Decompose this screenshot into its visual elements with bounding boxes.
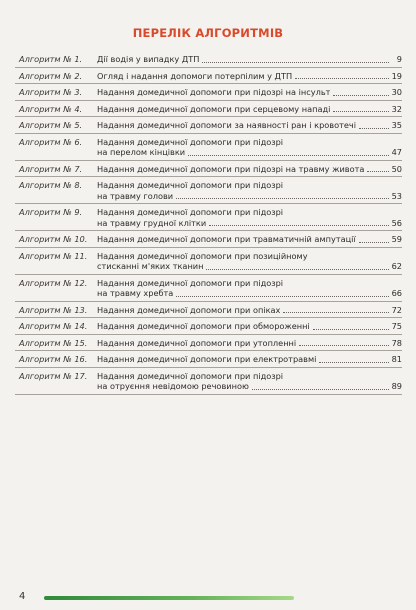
page-title: ПЕРЕЛІК АЛГОРИТМІВ [132,26,284,40]
toc-entry[interactable] [15,335,402,352]
algorithm-title-line: на травму голови [97,190,174,201]
toc-entry[interactable] [15,101,402,118]
page-ref: 72 [391,304,402,315]
algorithm-title [97,87,402,98]
algorithm-title-line: Надання домедичної допомоги при серцевому нападі [97,103,331,114]
toc-entry[interactable] [15,161,402,178]
dot-leader [295,78,388,79]
algorithm-title-line: Надання домедичної допомоги при електротравмі [97,354,317,364]
footer-accent-bar [44,596,294,600]
algorithm-number: Алгоритм № 13. [19,304,88,315]
algorithm-title [97,305,402,316]
toc-entry[interactable] [15,134,402,161]
algorithm-title-line: Надання домедичної допомоги при підозрі [97,180,284,190]
dot-leader [299,345,388,346]
toc-entry[interactable] [15,51,402,68]
page-ref: 35 [391,120,402,130]
toc-entry[interactable] [15,204,402,231]
algorithm-title [97,338,402,349]
algorithm-title-line: Надання домедичної допомоги при травматичній ампутації [97,234,356,244]
dot-leader [252,389,389,390]
algorithm-title [97,104,402,115]
page-ref: 81 [391,354,402,364]
toc-entry[interactable] [15,351,402,368]
algorithm-title [97,180,402,201]
toc-entry[interactable] [15,117,402,134]
page-number: 4 [19,591,26,602]
dot-leader [367,171,388,172]
algorithm-title-line: Огляд і надання допомоги потерпілим у ДТП [97,70,293,81]
algorithm-title-line: Надання домедичної допомоги при підозрі на травму живота [97,163,365,174]
algorithm-title-line: Надання домедичної допомоги при підозрі [97,370,284,381]
table-of-contents [15,51,402,395]
toc-entry[interactable] [15,84,402,101]
algorithm-title-line: Надання домедичної допомоги за наявності ран і кровотечі [97,120,357,130]
algorithm-title [97,164,402,175]
page-ref: 32 [391,103,402,114]
algorithm-title-line: на отруєння невідомою речовиною [97,381,249,391]
algorithm-title [97,54,402,65]
algorithm-number: Алгоритм № 10. [19,234,88,244]
algorithm-title [97,278,402,299]
dot-leader [313,329,389,330]
dot-leader [176,198,388,199]
algorithm-number: Алгоритм № 17. [19,370,88,381]
algorithm-number: Алгоритм № 5. [19,120,83,130]
algorithm-number: Алгоритм № 11. [19,250,88,261]
algorithm-title-line: стисканні м'яких тканин [97,261,204,271]
algorithm-title-line: на травму хребта [97,288,174,298]
dot-leader [202,62,389,63]
toc-entry[interactable] [15,302,402,319]
toc-entry[interactable] [15,318,402,335]
page-ref: 19 [391,70,402,81]
algorithm-number: Алгоритм № 1. [19,54,83,64]
page-ref: 59 [391,234,402,244]
algorithm-number: Алгоритм № 15. [19,337,88,348]
page-ref: 47 [391,147,402,157]
algorithm-number: Алгоритм № 14. [19,321,88,331]
page-ref: 53 [391,190,402,201]
dot-leader [176,296,388,297]
algorithm-title [97,321,402,332]
algorithm-number: Алгоритм № 16. [19,354,88,364]
toc-entry[interactable] [15,368,402,395]
toc-entry[interactable] [15,248,402,275]
page-ref: 30 [391,87,402,97]
algorithm-title-line: Надання домедичної допомоги при позиційному [97,250,308,261]
dot-leader [209,225,388,226]
page-ref: 62 [391,261,402,271]
dot-leader [359,128,389,129]
toc-entry[interactable] [15,68,402,85]
toc-entry[interactable] [15,275,402,302]
algorithm-title-line: Надання домедичної допомоги при підозрі [97,136,284,147]
page-ref: 50 [391,163,402,174]
algorithm-title-line: Дії водія у випадку ДТП [97,54,200,64]
algorithm-title [97,207,402,228]
algorithm-title [97,354,402,365]
page-ref: 9 [396,54,402,64]
algorithm-title [97,137,402,158]
dot-leader [359,242,389,243]
algorithm-title-line: на травму грудної клітки [97,217,207,228]
algorithm-title-line: Надання домедичної допомоги при підозрі [97,277,284,288]
algorithm-number: Алгоритм № 9. [19,207,83,217]
page-ref: 66 [391,288,402,298]
dot-leader [333,111,388,112]
page-ref: 78 [391,337,402,348]
dot-leader [319,362,388,363]
algorithm-number: Алгоритм № 3. [19,87,83,97]
toc-entry[interactable] [15,177,402,204]
algorithm-number: Алгоритм № 12. [19,277,88,288]
toc-entry[interactable] [15,231,402,248]
algorithm-title [97,120,402,131]
algorithm-title [97,234,402,245]
algorithm-number: Алгоритм № 7. [19,163,83,174]
algorithm-title [97,371,402,392]
algorithm-title-line: Надання домедичної допомоги при опіках [97,304,281,315]
dot-leader [283,312,388,313]
algorithm-title-line: Надання домедичної допомоги при підозрі на інсульт [97,87,331,97]
algorithm-title-line: Надання домедичної допомоги при обмороженні [97,321,310,331]
page-ref: 75 [391,321,402,331]
dot-leader [206,269,388,270]
algorithm-number: Алгоритм № 8. [19,180,83,190]
page-ref: 56 [391,217,402,228]
algorithm-number: Алгоритм № 4. [19,103,83,114]
algorithm-title-line: на перелом кінцівки [97,147,186,157]
algorithm-title-line: Надання домедичної допомоги при утопленні [97,337,297,348]
algorithm-title [97,251,402,272]
dot-leader [333,95,388,96]
algorithm-number: Алгоритм № 6. [19,136,83,147]
page-ref: 89 [391,381,402,391]
algorithm-title-line: Надання домедичної допомоги при підозрі [97,207,284,217]
algorithm-number: Алгоритм № 2. [19,70,83,81]
algorithm-title [97,71,402,82]
dot-leader [188,155,388,156]
